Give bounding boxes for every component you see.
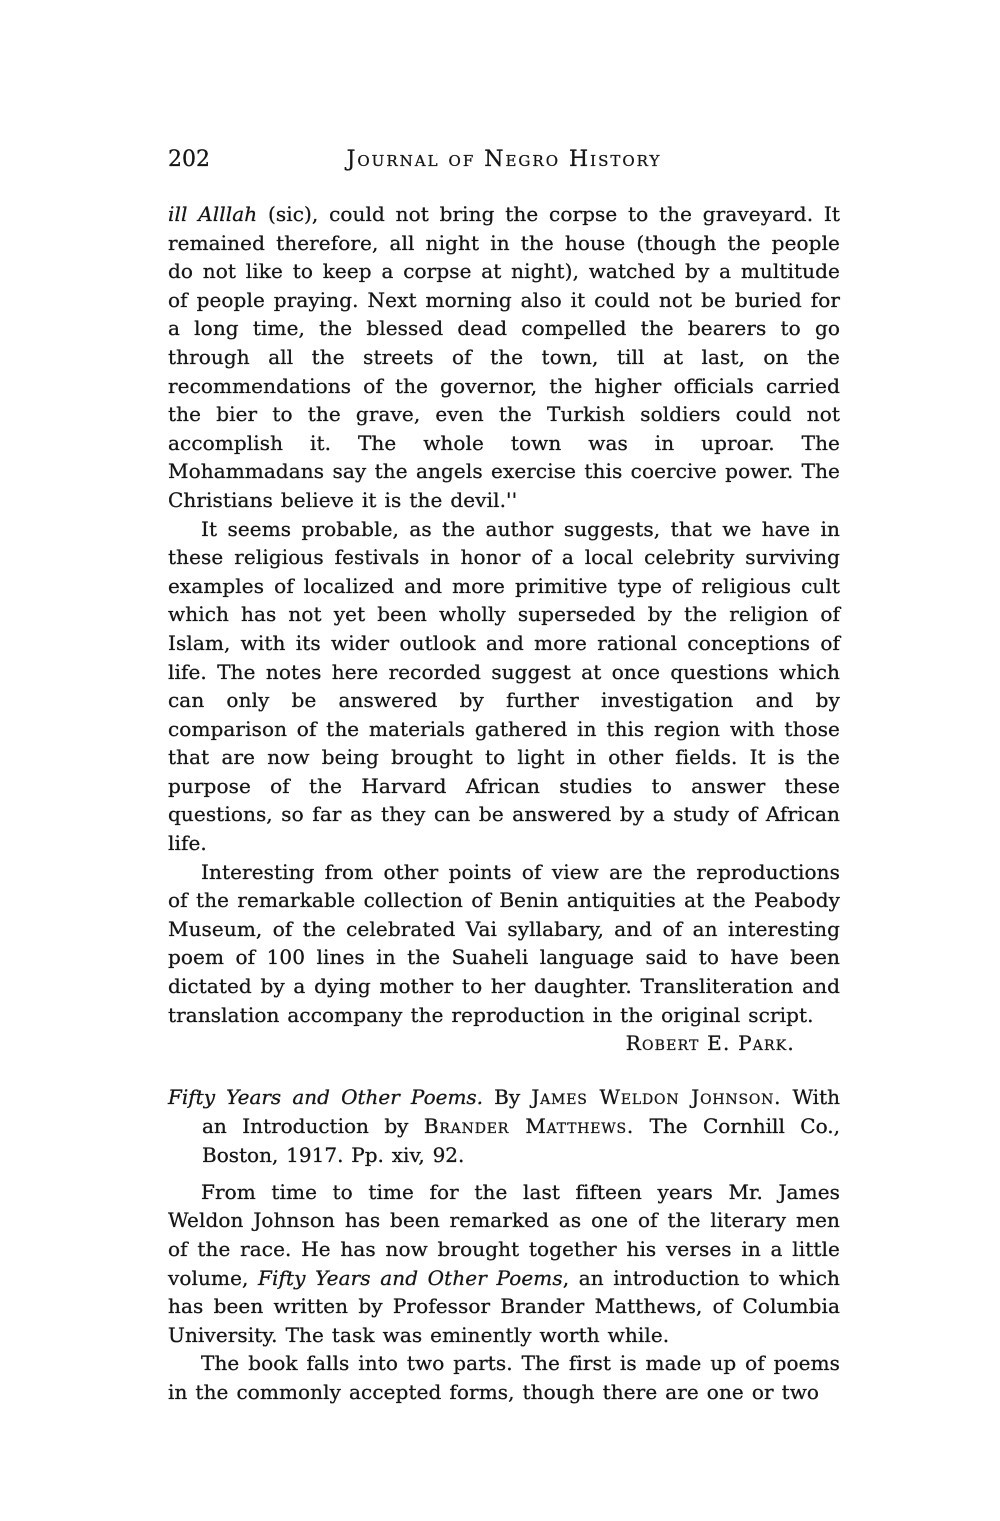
text-run: It seems probable, as the author suggests, that we have in these religious festivals in honor of a local celebrity surviving examples of localized and more primitive type of religious cult which has not yet been wholly superseded by the religion of Islam, with its wider outlook and more rational conceptions of life. The notes here recorded suggest at once questions which can only be answered by further investigation and by comparison of the materials gathered in this region with those that are now being brought to light in other fields. It is the purpose of the Harvard African studies to answer these questions, so far as they can be answered by a study of African life. (168, 516, 840, 856)
text-run: (sic), could not bring the corpse to the graveyard. It remained therefore, all night in the house (though the people do not like to keep a corpse at night), watched by a multitude of people praying. Next morning also it could not be buried for a long time, the blessed dead compelled the bearers to go through all the streets of the town, till at last, on the recommendations of the governor, the higher officials carried the bier to the grave, even the Turkish soldiers could not accomplish it. The whole town was in uproar. The Mohammadans say the angels exercise this coercive power. The Christians believe it is the devil.'' (168, 202, 841, 512)
running-header (168, 146, 840, 176)
text-run: From time to time for the last fifteen years Mr. James Weldon Johnson has been remarked as one of the literary men of the race. He has now brought together his verses in a little volume, (168, 1179, 840, 1290)
page-number: 202 (168, 147, 210, 172)
paragraph (168, 515, 840, 858)
text-run: Interesting from other points of view are the reproductions of the remarkable collection of Benin antiquities at the Peabody Museum, of the celebrated Vai syllabary, and of an interesting poem of 100 lines in the Suaheli language said to have been dictated by a dying mother to her daughter. Transliteration and translation accompany the reproduction in the original script. (168, 859, 840, 1027)
text-run: , an introduction to which has been written by Professor Brander Matthews, of Columbia University. The task was eminently worth while. (168, 1265, 841, 1347)
review-paragraphs (168, 1178, 840, 1407)
text-run: The book falls into two parts. The first is made up of poems in the commonly accepted forms, though there are one or two (168, 1351, 840, 1404)
text-run: By (483, 1084, 532, 1109)
paragraph (168, 858, 840, 1030)
review-citation (168, 1083, 840, 1170)
author-signature: Robert E. Park. (625, 1031, 795, 1056)
text-run: ill Alllah (168, 202, 258, 226)
paragraph (168, 200, 840, 515)
journal-title: Journal of Negro History (346, 147, 662, 172)
text-run: Brander Matthews. (423, 1113, 635, 1138)
text-run: Fifty Years and Other Poems (258, 1265, 563, 1290)
text-run: James Weldon Johnson. (531, 1084, 782, 1109)
text-run: The Cornhill Co., Boston, 1917. Pp. xiv, 92. (202, 1113, 840, 1167)
text-run: Fifty Years and Other Poems. (168, 1084, 484, 1109)
paragraph (168, 1178, 840, 1350)
paragraph (168, 1349, 840, 1406)
text-run: With an Introduction by (202, 1084, 841, 1138)
article-paragraphs (168, 200, 840, 1029)
text-block (168, 146, 840, 1407)
